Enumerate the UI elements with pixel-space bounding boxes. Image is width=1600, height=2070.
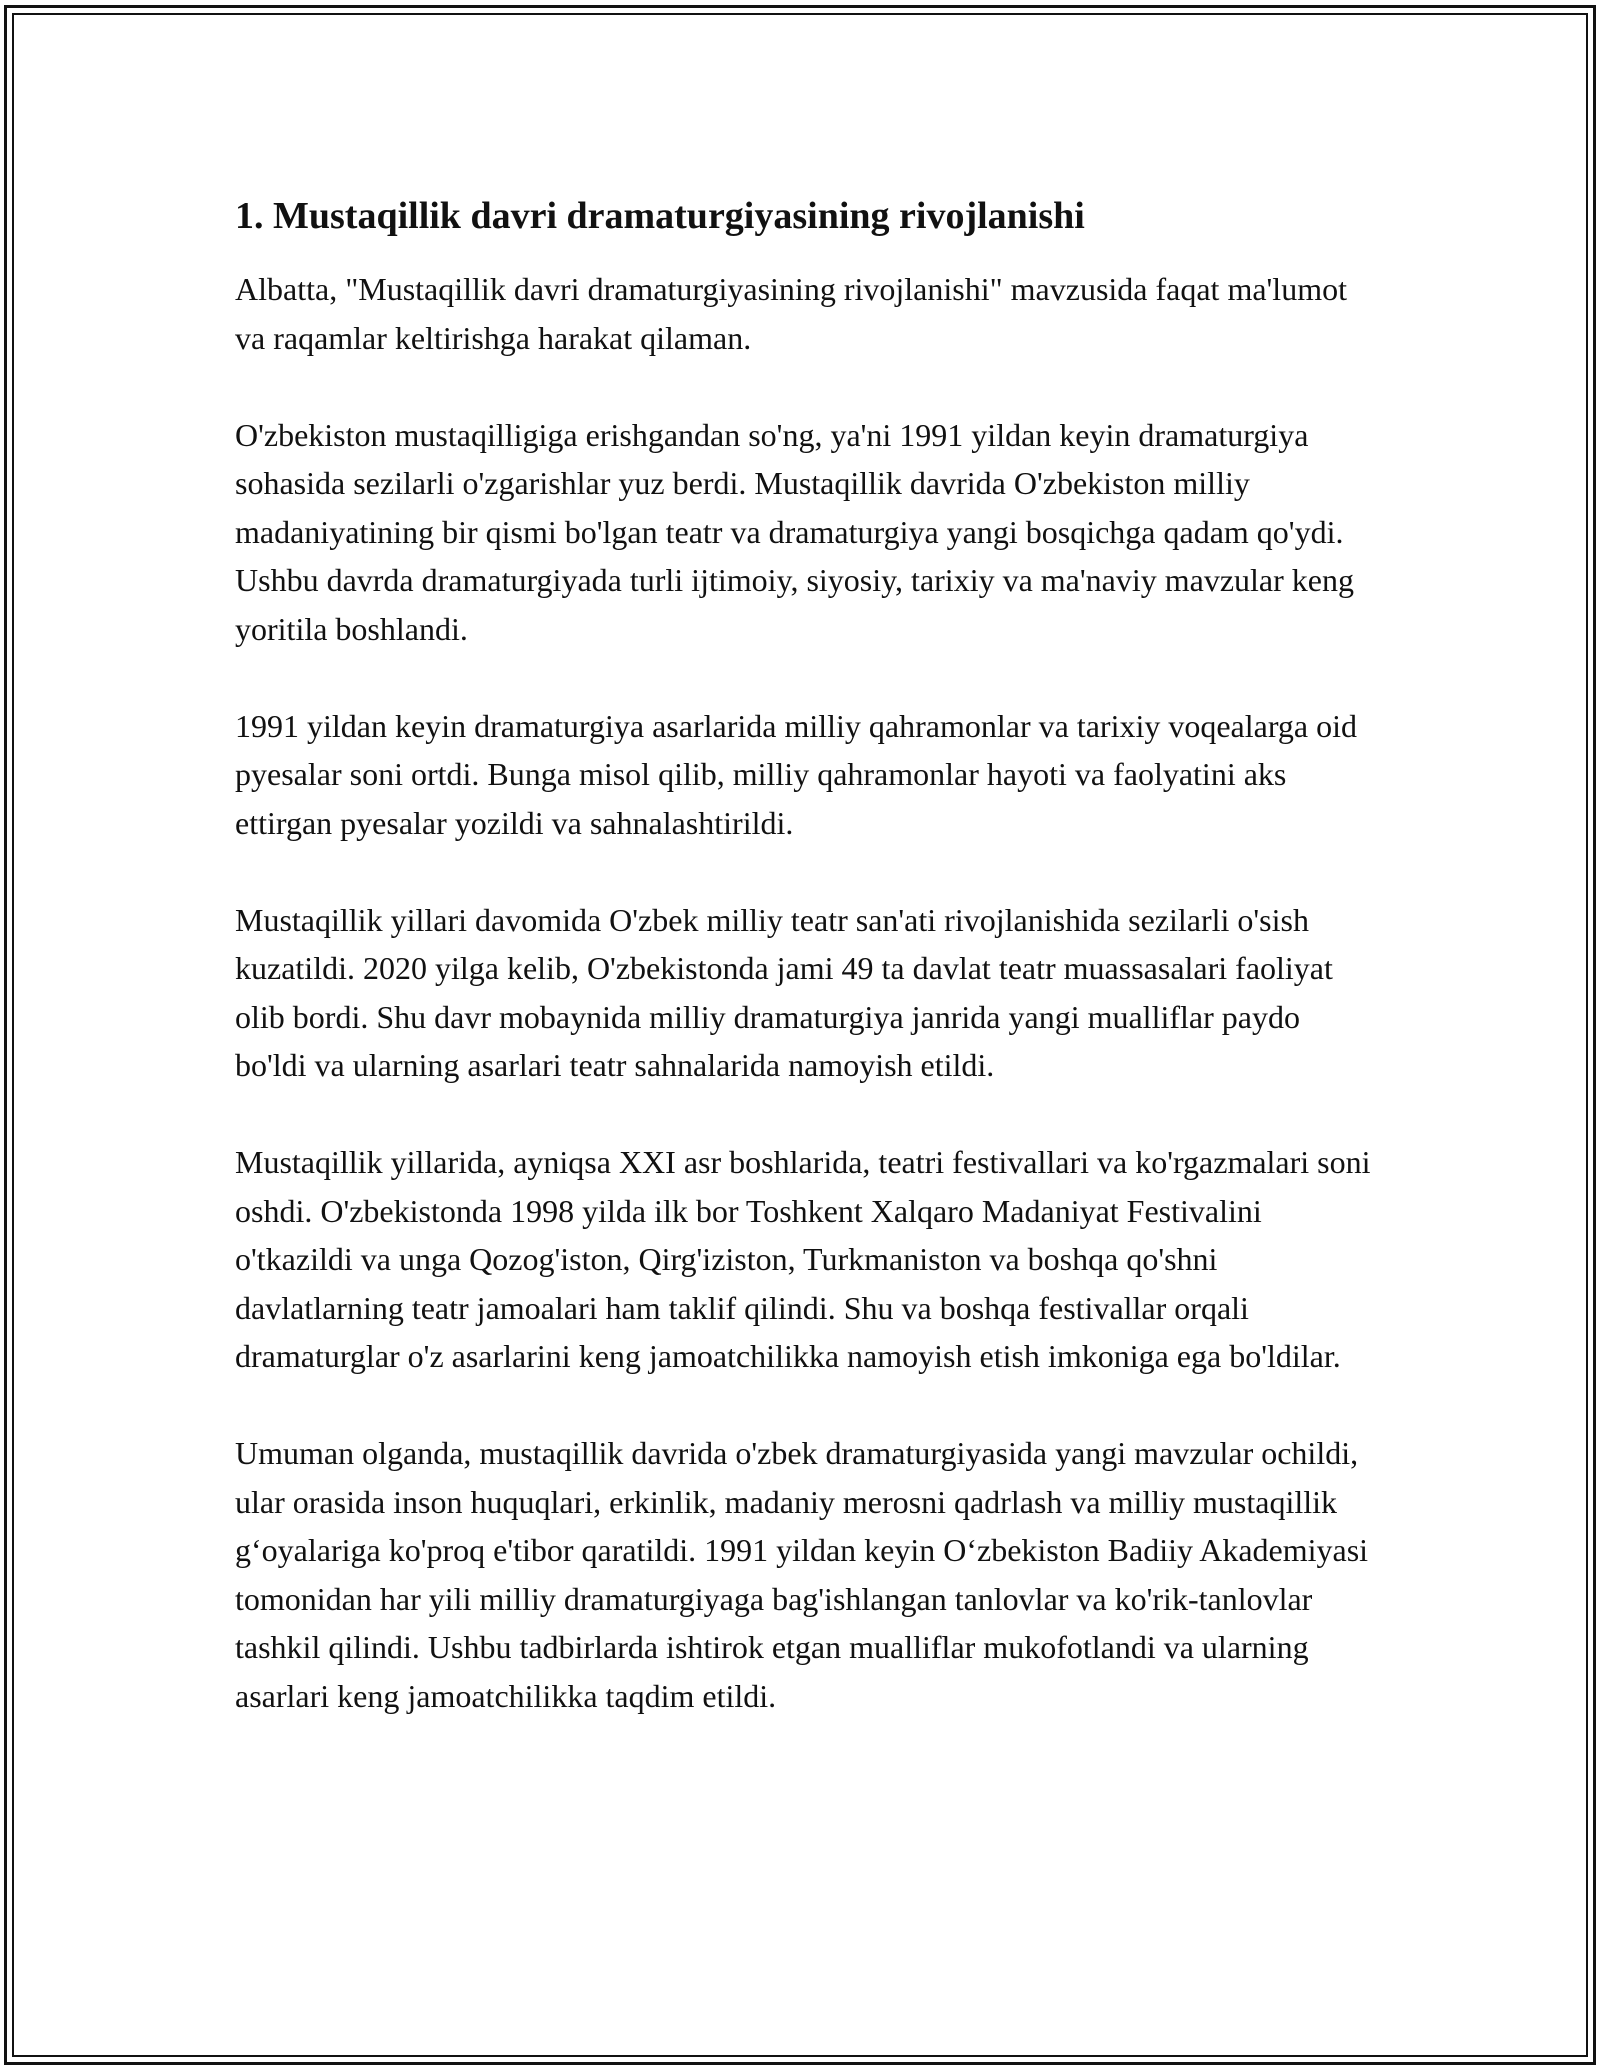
paragraph-festivals: Mustaqillik yillarida, ayniqsa XXI asr boshlarida, teatri festivallari va ko'rgazmalari soni oshdi. O'zbekistonda 1998 yilda ilk bor Toshkent Xalqaro Madaniyat Festivalini o'tkazildi va unga Qozog'iston, Qirg'iziston, Turkmaniston va boshqa qo'shni davlatlarning teatr jamoalari ham taklif qilindi. Shu va boshqa festivallar orqali dramaturglar o'z asarlarini keng jamoatchilikka namoyish etish imkoniga ega bo'ldilar. (235, 1144, 1371, 1374)
paragraph-independence: O'zbekiston mustaqilligiga erishgandan so'ng, ya'ni 1991 yildan keyin dramaturgiya sohasida sezilarli o'zgarishlar yuz berdi. Mustaqillik davrida O'zbekiston milliy madaniyatining bir qismi bo'lgan teatr va dramaturgiya yangi bosqichga qadam qo'ydi. Ushbu davrda dramaturgiyada turli ijtimoiy, siyosiy, tarixiy va ma'naviy mavzular keng yoritila boshlandi. (235, 416, 1354, 647)
document-body (235, 192, 1375, 1720)
section-heading: 1. Mustaqillik davri dramaturgiyasining rivojlanishi (235, 195, 1085, 237)
paragraph-conclusion: Umuman olganda, mustaqillik davrida o'zbek dramaturgiyasida yangi mavzular ochildi, ular orasida inson huquqlari, erkinlik, madaniy merosni qadrlash va milliy mustaqillik g‘oyalariga ko'proq e'tibor qaratildi. 1991 yildan keyin O‘zbekiston Badiiy Akademiyasi tomonidan har yili milliy dramaturgiyaga bag'ishlangan tanlovlar va ko'rik-tanlovlar tashkil qilindi. Ushbu tadbirlarda ishtirok etgan mualliflar mukofotlandi va ularning asarlari keng jamoatchilikka taqdim etildi. (235, 1435, 1369, 1714)
paragraph-national-heroes: 1991 yildan keyin dramaturgiya asarlarida milliy qahramonlar va tarixiy voqealarga oid pyesalar soni ortdi. Bunga misol qilib, milliy qahramonlar hayoti va faolyatini aks ettirgan pyesalar yozildi va sahnalashtirildi. (235, 707, 1358, 841)
paragraph-theatre-growth: Mustaqillik yillari davomida O'zbek milliy teatr san'ati rivojlanishida sezilarli o'sish kuzatildi. 2020 yilga kelib, O'zbekistonda jami 49 ta davlat teatr muassasalari faoliyat olib bordi. Shu davr mobaynida milliy dramaturgiya janrida yangi mualliflar paydo bo'ldi va ularning asarlari teatr sahnalarida namoyish etildi. (235, 901, 1333, 1083)
paragraph-intro: Albatta, "Mustaqillik davri dramaturgiyasining rivojlanishi" mavzusida faqat ma'lumot va raqamlar keltirishga harakat qilaman. (235, 271, 1347, 356)
